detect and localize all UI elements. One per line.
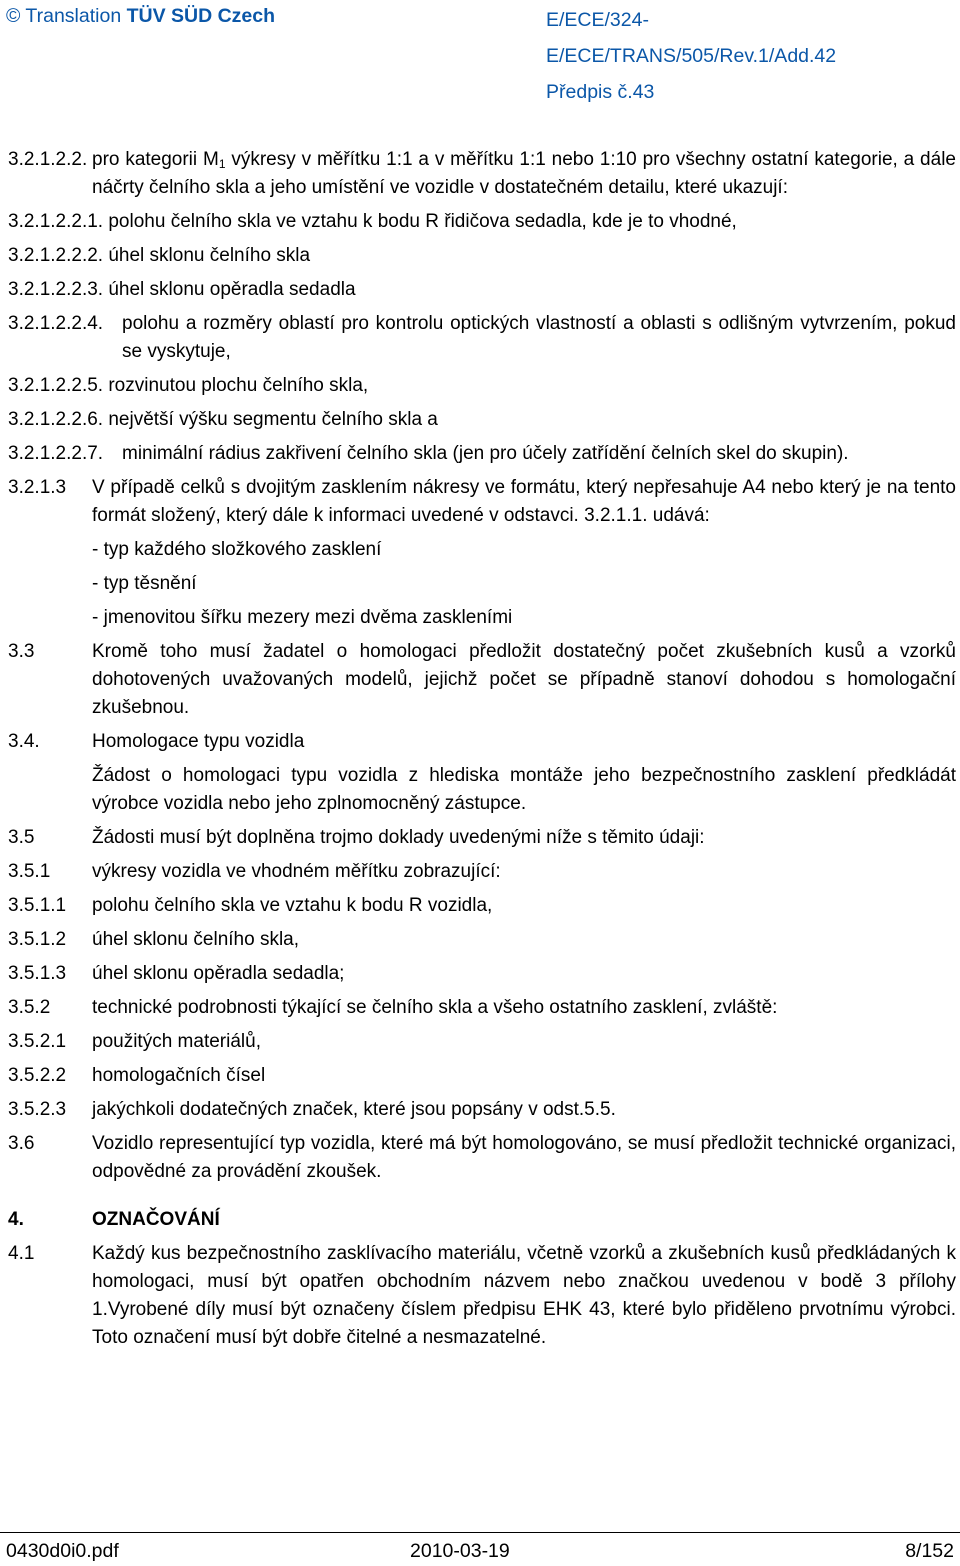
- paragraph-3-2-1-3: 3.2.1.3 V případě celků s dvojitým zasklením nákresy ve formátu, který nepřesahuje A4 nebo který je na tento formát složený, který dále k informaci uvedené v odstavci. 3.2.1.1. udává: - typ každého složkového zasklení - typ těsnění - jmenovitou šířku mezery mezi dvěma zaskleními: [8, 474, 956, 632]
- doc-ref-line-2: E/ECE/TRANS/505/Rev.1/Add.42: [546, 45, 837, 67]
- section-4-heading: 4. OZNAČOVÁNÍ: [8, 1206, 956, 1234]
- footer-date: 2010-03-19: [410, 1540, 510, 1562]
- dash-item: - typ každého složkového zasklení: [92, 539, 382, 560]
- paragraph-4-1: 4.1 Každý kus bezpečnostního zasklívacího materiálu, včetně vzorků a zkušebních kusů předkládaných k homologaci, musí být opatřen obchodním názvem nebo značkou uvedenou v bodě 3 přílohy 1.Vyrobené díly musí být označeny číslem předpisu EHK 43, které bylo přiděleno prvotnímu výrobci. Toto označení musí být dobře čitelné a nesmazatelné.: [8, 1243, 956, 1348]
- doc-ref-line-3: Předpis č.43: [546, 81, 655, 103]
- list-item: 3.2.1.2.2.5. rozvinutou plochu čelního skla,: [8, 375, 369, 396]
- list-item: 3.5 Žádosti musí být doplněna trojmo doklady uvedenými níže s těmito údaji:: [8, 827, 705, 848]
- list-item: 3.5.2 technické podrobnosti týkající se čelního skla a všeho ostatního zasklení, zvláště:: [8, 997, 778, 1018]
- section-title: OZNAČOVÁNÍ: [92, 1209, 220, 1230]
- paragraph-3-3: 3.3 Kromě toho musí žadatel o homologaci předložit dostatečný počet zkušebních kusů a vzorků dohotovených uvažovaných modelů, jejichž počet se případně stanoví dohodou s homologační zkušebnou.: [8, 641, 956, 718]
- list-item: 3.5.1 výkresy vozidla ve vhodném měřítku zobrazující:: [8, 861, 501, 882]
- list-item: 3.2.1.2.2.4. polohu a rozměry oblastí pro kontrolu optických vlastností a oblasti s odlišným vytvrzením, pokud se vyskytuje,: [8, 313, 956, 362]
- paragraph-3-6: 3.6 Vozidlo representující typ vozidla, které má být homologováno, se musí předložit technické organizaci, odpovědné za provádění zkoušek.: [8, 1133, 956, 1182]
- list-item: 3.5.2.2 homologačních čísel: [8, 1065, 266, 1086]
- list-item: 3.2.1.2.2.6. největší výšku segmentu čelního skla a: [8, 409, 438, 430]
- document-reference: [546, 2, 836, 110]
- list-item: 3.5.1.1 polohu čelního skla ve vztahu k bodu R vozidla,: [8, 895, 493, 916]
- document-body: [8, 146, 956, 1352]
- list-item: 3.2.1.2.2.7. minimální rádius zakřivení čelního skla (jen pro účely zatřídění čelních skel do skupin).: [8, 443, 849, 464]
- paragraph-3-4: 3.4. Homologace typu vozidla Žádost o homologaci typu vozidla z hlediska montáže jeho bezpečnostního zasklení předkládát výrobce vozidla nebo jeho zplnomocněný zástupce.: [8, 728, 956, 818]
- page-header: [0, 0, 960, 110]
- company-name: TÜV SÜD Czech: [126, 5, 276, 27]
- footer-page-number: 8/152: [905, 1540, 954, 1562]
- list-item: 3.5.1.2 úhel sklonu čelního skla,: [8, 929, 300, 950]
- paragraph-3-2-1-2-2: [8, 146, 956, 202]
- translation-credit: © Translation TÜV SÜD Czech: [6, 5, 276, 27]
- footer-filename: 0430d0i0.pdf: [6, 1540, 119, 1562]
- paragraph-number: 3.2.1.2.2.: [8, 149, 88, 170]
- page-footer: [0, 1532, 960, 1566]
- dash-item: - typ těsnění: [92, 573, 197, 594]
- list-item: 3.5.2.3 jakýchkoli dodatečných značek, které jsou popsány v odst.5.5.: [8, 1099, 616, 1120]
- doc-ref-line-1: E/ECE/324-: [546, 9, 649, 31]
- list-item: 3.2.1.2.2.2. úhel sklonu čelního skla: [8, 245, 311, 266]
- list-item: 3.2.1.2.2.1. polohu čelního skla ve vztahu k bodu R řidičova sedadla, kde je to vhodné,: [8, 211, 737, 232]
- dash-item: - jmenovitou šířku mezery mezi dvěma zaskleními: [92, 607, 513, 628]
- list-item: 3.5.2.1 použitých materiálů,: [8, 1031, 261, 1052]
- section-title: Homologace typu vozidla: [92, 731, 305, 752]
- paragraph-text: pro kategorii $M_1$ výkresy v měřítku 1:1 a v měřítku 1:1 nebo 1:10 pro všechny ostatní kategorie, a dále náčrty čelního skla a jeho umístění ve vozidle v dostatečném detailu, které ukazují:: [92, 149, 956, 198]
- list-item: 3.5.1.3 úhel sklonu opěradla sedadla;: [8, 963, 345, 984]
- list-item: 3.2.1.2.2.3. úhel sklonu opěradla sedadla: [8, 279, 356, 300]
